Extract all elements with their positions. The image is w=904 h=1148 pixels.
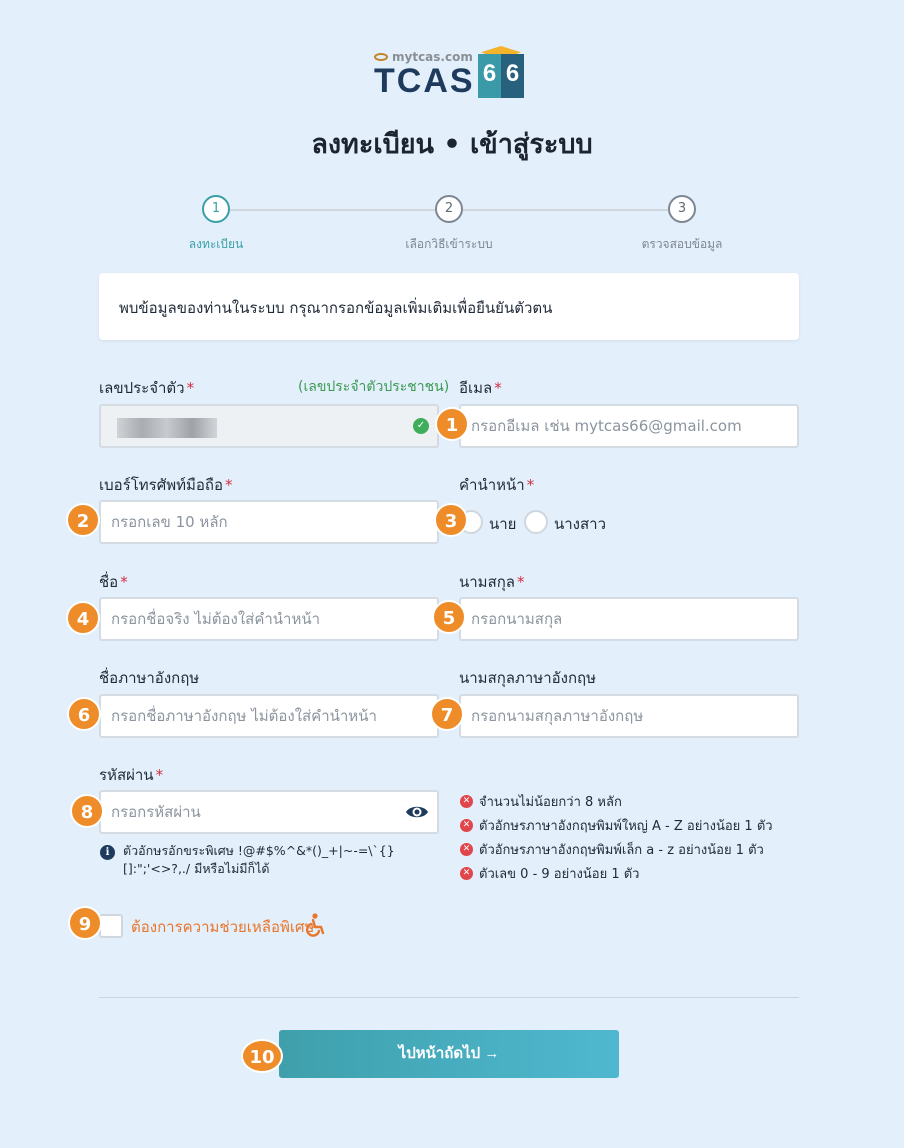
check-icon: ✓ — [413, 418, 429, 434]
step-1-label: ลงทะเบียน — [188, 237, 244, 251]
annotation-badge-1: 1 — [435, 407, 469, 441]
special-help-label[interactable]: ต้องการความช่วยเหลือพิเศษ — [131, 918, 315, 936]
wheelchair-icon — [304, 913, 326, 937]
first-name-en-field[interactable]: กรอกชื่อภาษาอังกฤษ ไม่ต้องใส่คำนำหน้า — [99, 694, 439, 738]
logo-wordmark: TCAS — [374, 62, 475, 100]
annotation-badge-9: 9 — [68, 906, 102, 940]
x-circle-icon: ✕ — [460, 867, 473, 880]
stepper-line-2 — [463, 209, 668, 211]
password-rule: ✕ ตัวอักษรภาษาอังกฤษพิมพ์เล็ก a - z อย่างน้อย 1 ตัว — [460, 837, 800, 861]
phone-label: เบอร์โทรศัพท์มือถือ * — [99, 476, 233, 494]
last-name-en-label: นามสกุลภาษาอังกฤษ — [459, 669, 596, 687]
email-label: อีเมล * — [459, 379, 502, 397]
password-rule: ✕ จำนวนไม่น้อยกว่า 8 หลัก — [460, 789, 800, 813]
step-3-circle: 3 — [668, 195, 696, 223]
first-name-label: ชื่อ * — [99, 573, 128, 591]
stepper-line-1 — [230, 209, 435, 211]
title-label: คำนำหน้า * — [459, 476, 535, 494]
annotation-badge-8: 8 — [70, 794, 104, 828]
first-name-field[interactable]: กรอกชื่อจริง ไม่ต้องใส่คำนำหน้า — [99, 597, 439, 641]
id-number-hint: (เลขประจำตัวประชาชน) — [298, 379, 450, 395]
tcas-logo — [374, 44, 526, 104]
password-rule: ✕ ตัวเลข 0 - 9 อย่างน้อย 1 ตัว — [460, 861, 800, 885]
id-number-field[interactable] — [99, 404, 439, 448]
step-2-circle: 2 — [435, 195, 463, 223]
next-page-button[interactable]: ไปหน้าถัดไป → — [279, 1030, 619, 1078]
info-message: พบข้อมูลของท่านในระบบ กรุณากรอกข้อมูลเพิ่มเติมเพื่อยืนยันตัวตน — [99, 273, 799, 340]
step-1-circle: 1 — [202, 195, 230, 223]
password-field[interactable] — [99, 790, 439, 834]
title-option-miss-label: นางสาว — [554, 515, 607, 533]
x-circle-icon: ✕ — [460, 795, 473, 808]
last-name-en-field[interactable]: กรอกนามสกุลภาษาอังกฤษ — [459, 694, 799, 738]
x-circle-icon: ✕ — [460, 843, 473, 856]
phone-field[interactable]: กรอกเลข 10 หลัก — [99, 500, 439, 544]
first-name-en-label: ชื่อภาษาอังกฤษ — [99, 669, 200, 687]
annotation-badge-10: 10 — [241, 1039, 283, 1073]
show-password-eye-icon[interactable] — [405, 803, 429, 821]
annotation-badge-5: 5 — [432, 600, 466, 634]
password-rule: ✕ ตัวอักษรภาษาอังกฤษพิมพ์ใหญ่ A - Z อย่างน้อย 1 ตัว — [460, 813, 800, 837]
step-3-label: ตรวจสอบข้อมูล — [641, 237, 723, 251]
logo-cube — [478, 46, 524, 102]
annotation-badge-7: 7 — [430, 697, 464, 731]
page-title: ลงทะเบียน • เข้าสู่ระบบ — [311, 129, 593, 160]
masked-id-value — [117, 418, 217, 438]
logo-digit-left: 6 — [478, 54, 501, 98]
eye-logo-icon — [374, 53, 388, 61]
password-label: รหัสผ่าน * — [99, 766, 164, 784]
step-2-label: เลือกวิธีเข้าระบบ — [405, 237, 493, 251]
annotation-badge-6: 6 — [67, 697, 101, 731]
last-name-label: นามสกุล * — [459, 573, 525, 591]
annotation-badge-3: 3 — [434, 503, 468, 537]
password-rules-list — [460, 789, 800, 885]
mytcas-site-label: mytcas.com — [374, 50, 473, 64]
password-placeholder: กรอกรหัสผ่าน — [111, 803, 201, 821]
divider — [99, 997, 799, 998]
annotation-badge-4: 4 — [66, 601, 100, 635]
password-special-chars-note: ตัวอักษรอักขระพิเศษ !@#$%^&*()_+|~-=\`{} []:";'<>?,./ มีหรือไม่มีก็ได้ — [123, 843, 395, 876]
title-option-mr-label: นาย — [489, 515, 517, 533]
logo-digit-right: 6 — [501, 54, 524, 98]
x-circle-icon: ✕ — [460, 819, 473, 832]
last-name-field[interactable]: กรอกนามสกุล — [459, 597, 799, 641]
annotation-badge-2: 2 — [66, 503, 100, 537]
info-icon: i — [100, 845, 115, 860]
id-number-label: เลขประจำตัว * — [99, 379, 195, 397]
email-field[interactable]: กรอกอีเมล เช่น mytcas66@gmail.com — [459, 404, 799, 448]
special-help-checkbox[interactable] — [99, 914, 123, 938]
title-radio-miss[interactable] — [524, 510, 548, 534]
